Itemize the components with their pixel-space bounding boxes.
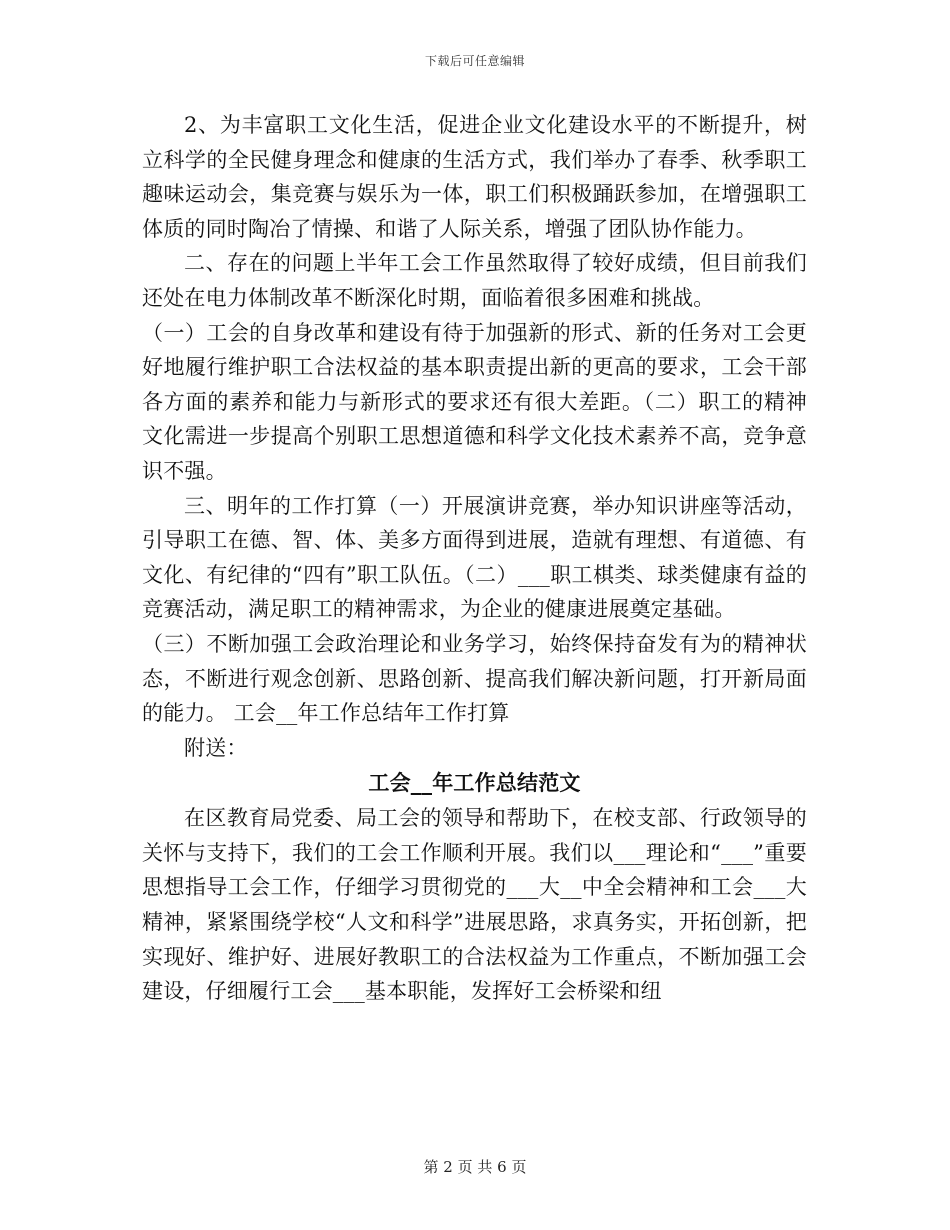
paragraph-plan-three: （三）不断加强工会政治理论和业务学习，始终保持奋发有为的精神状态，不断进行观念创新、思路创新、提高我们解决新问题，打开新局面的能力。 工会__年工作总结年工作打算 <box>142 631 807 726</box>
header-note: 下载后可任意编辑 <box>424 54 525 68</box>
paragraph-attachment: 附送： <box>184 735 248 760</box>
document-body <box>142 108 807 1009</box>
page-number: 第 2 页 共 6 页 <box>423 1158 527 1176</box>
paragraph-next-year-plan: 三、明年的工作打算（一）开展演讲竞赛，举办知识讲座等活动，引导职工在德、智、体、美多方面得到进展，造就有理想、有道德、有文化、有纪律的“四有”职工队伍。（二）___职工棋类、球类健康有益的竞赛活动，满足职工的精神需求，为企业的健康进展奠定基础。 <box>142 493 807 622</box>
paragraph-problem-details: （一）工会的自身改革和建设有待于加强新的形式、新的任务对工会更好地履行维护职工合法权益的基本职责提出新的更高的要求，工会干部各方面的素养和能力与新形式的要求还有很大差距。（二）职工的精神文化需进一步提高个别职工思想道德和科学文化技术素养不高，竞争意识不强。 <box>142 320 807 483</box>
paragraph-activities: 2、为丰富职工文化生活，促进企业文化建设水平的不断提升，树立科学的全民健身理念和健康的生活方式，我们举办了春季、秋季职工趣味运动会，集竞赛与娱乐为一体，职工们积极踊跃参加，在增强职工体质的同时陶冶了情操、和谐了人际关系，增强了团队协作能力。 <box>142 113 807 241</box>
section-title: 工会__年工作总结范文 <box>368 771 581 796</box>
paragraph-problems: 二、存在的问题上半年工会工作虽然取得了较好成绩，但目前我们还处在电力体制改革不断深化时期，面临着很多困难和挑战。 <box>142 251 807 310</box>
paragraph-section-intro: 在区教育局党委、局工会的领导和帮助下，在校支部、行政领导的关怀与支持下，我们的工会工作顺利开展。我们以___理论和“___”重要思想指导工会工作，仔细学习贯彻党的___大__中全会精神和工会___大精神，紧紧围绕学校“人文和科学”进展思路，求真务实，开拓创新，把实现好、维护好、进展好教职工的合法权益为工作重点，不断加强工会建设，仔细履行工会___基本职能，发挥好工会桥梁和纽 <box>142 806 807 1004</box>
